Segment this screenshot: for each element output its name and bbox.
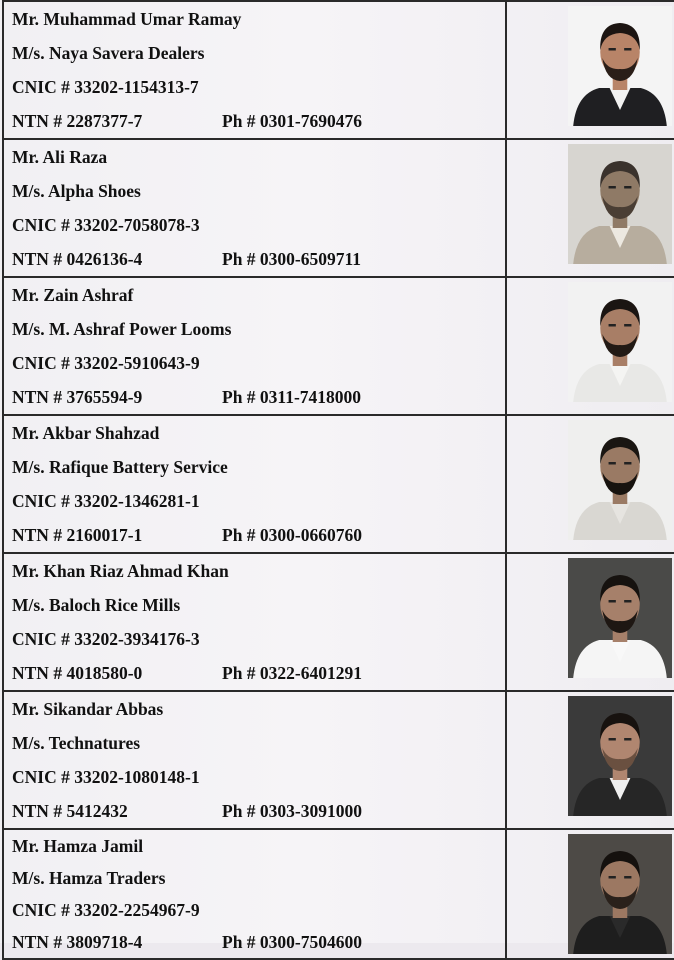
ntn-phone-line	[12, 663, 505, 683]
cnic-number: CNIC # 33202-5910643-9	[12, 353, 200, 373]
ntn-number: NTN # 2160017-1	[12, 525, 143, 545]
photo-cell	[507, 278, 674, 414]
person-row	[2, 2, 674, 140]
cnic-number: CNIC # 33202-2254967-9	[12, 900, 200, 920]
ntn-number: NTN # 0426136-4	[12, 249, 143, 269]
person-row	[2, 278, 674, 416]
ntn-phone-line	[12, 801, 505, 821]
person-info	[4, 416, 507, 552]
person-info	[4, 140, 507, 276]
cnic-number: CNIC # 33202-1346281-1	[12, 491, 200, 511]
portrait-photo	[568, 558, 672, 678]
cnic-number: CNIC # 33202-7058078-3	[12, 215, 200, 235]
photo-cell	[507, 416, 674, 552]
person-info	[4, 554, 507, 690]
phone-number: Ph # 0311-7418000	[222, 387, 362, 407]
portrait-photo	[568, 6, 672, 126]
ntn-phone-line	[12, 387, 505, 407]
person-row	[2, 140, 674, 278]
cnic-number: CNIC # 33202-1080148-1	[12, 767, 200, 787]
portrait-photo	[568, 144, 672, 264]
photo-cell	[507, 554, 674, 690]
ntn-number: NTN # 5412432	[12, 801, 128, 821]
firm-name: M/s. Technatures	[12, 733, 141, 753]
firm-name: M/s. Rafique Battery Service	[12, 457, 228, 477]
firm-name: M/s. Alpha Shoes	[12, 181, 141, 201]
ntn-phone-line	[12, 932, 505, 952]
firm-name: M/s. Hamza Traders	[12, 868, 166, 888]
firm-name: M/s. Naya Savera Dealers	[12, 43, 205, 63]
person-name: Mr. Zain Ashraf	[12, 285, 134, 305]
cnic-number: CNIC # 33202-1154313-7	[12, 77, 199, 97]
person-info	[4, 278, 507, 414]
person-name: Mr. Sikandar Abbas	[12, 699, 164, 719]
person-row	[2, 416, 674, 554]
ntn-phone-line	[12, 249, 505, 269]
person-name: Mr. Ali Raza	[12, 147, 108, 167]
person-info	[4, 830, 507, 958]
phone-number: Ph # 0301-7690476	[222, 111, 362, 131]
person-name: Mr. Hamza Jamil	[12, 836, 144, 856]
person-info	[4, 2, 507, 138]
portrait-photo	[568, 696, 672, 816]
photo-cell	[507, 692, 674, 828]
person-name: Mr. Khan Riaz Ahmad Khan	[12, 561, 229, 581]
person-info	[4, 692, 507, 828]
ntn-phone-line	[12, 525, 505, 545]
ntn-number: NTN # 3765594-9	[12, 387, 143, 407]
photo-cell	[507, 2, 674, 138]
firm-name: M/s. M. Ashraf Power Looms	[12, 319, 232, 339]
person-row	[2, 830, 674, 960]
ntn-number: NTN # 2287377-7	[12, 111, 143, 131]
ntn-number: NTN # 4018580-0	[12, 663, 143, 683]
phone-number: Ph # 0300-6509711	[222, 249, 362, 269]
cnic-number: CNIC # 33202-3934176-3	[12, 629, 200, 649]
person-row	[2, 554, 674, 692]
portrait-photo	[568, 834, 672, 954]
person-name: Mr. Akbar Shahzad	[12, 423, 160, 443]
ntn-phone-line	[12, 111, 505, 131]
people-table	[2, 0, 674, 960]
person-name: Mr. Muhammad Umar Ramay	[12, 9, 242, 29]
person-row	[2, 692, 674, 830]
photo-cell	[507, 140, 674, 276]
phone-number: Ph # 0300-0660760	[222, 525, 362, 545]
photo-cell	[507, 830, 674, 958]
portrait-photo	[568, 282, 672, 402]
phone-number: Ph # 0303-3091000	[222, 801, 362, 821]
phone-number: Ph # 0300-7504600	[222, 932, 362, 952]
phone-number: Ph # 0322-6401291	[222, 663, 362, 683]
portrait-photo	[568, 420, 672, 540]
firm-name: M/s. Baloch Rice Mills	[12, 595, 181, 615]
ntn-number: NTN # 3809718-4	[12, 932, 143, 952]
